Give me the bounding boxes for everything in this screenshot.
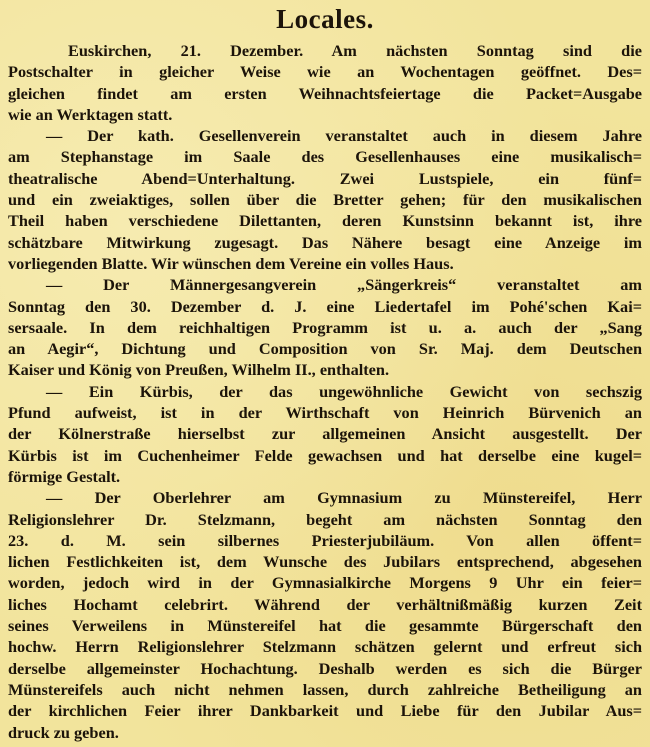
text-line: Theil haben verschiedene Dilettanten, deren Kunstsinn bekannt ist, ihre [8, 211, 642, 231]
text-line: lichen Festlichkeiten ist, dem Wunsche des Jubilars entsprechend, abgesehen [8, 552, 642, 572]
text-line: 23. d. M. sein silbernes Priesterjubiläum. Von allen öffent= [8, 530, 642, 550]
text-line: Kaiser und König von Preußen, Wilhelm II., enthalten. [8, 360, 390, 380]
text-line: druck zu geben. [8, 722, 119, 742]
section-heading: Locales. [276, 4, 374, 34]
text-line: wie an Werktagen statt. [8, 104, 173, 124]
text-line: gleichen findet am ersten Weihnachtsfeiertage die Packet=Ausgabe [8, 83, 642, 103]
text-line: sersaale. In dem reichhaltigen Programm ist u. a. auch der „Sang [8, 317, 642, 337]
text-line: seines Verweilens in Münstereifel hat die gesammte Bürgerschaft den [8, 616, 642, 636]
text-line: förmige Gestalt. [8, 466, 121, 486]
text-line: worden, jedoch wird in der Gymnasialkirche Morgens 9 Uhr ein feier= [8, 573, 642, 593]
text-line: schätzbare Mitwirkung zugesagt. Das Nähere besagt eine Anzeige im [8, 232, 642, 252]
text-line: — Der kath. Gesellenverein veranstaltet auch in diesem Jahre [46, 126, 642, 146]
text-line: theatralische Abend=Unterhaltung. Zwei Lustspiele, ein fünf= [8, 168, 642, 188]
text-line: der kirchlichen Feier ihrer Dankbarkeit und Liebe für den Jubilar Aus= [8, 701, 642, 721]
text-line: und ein zweiaktiges, sollen über die Bretter gehen; für den musikalischen [8, 190, 642, 210]
text-line: am Stephanstage im Saale des Gesellenhauses eine musikalisch= [8, 147, 642, 167]
text-line: Münstereifels auch nicht nehmen lassen, durch zahlreiche Betheiligung an [8, 679, 642, 699]
text-line: Religionslehrer Dr. Stelzmann, begeht am nächsten Sonntag den [8, 509, 642, 529]
text-line: der Kölnerstraße hierselbst zur allgemeinen Ansicht ausgestellt. Der [8, 424, 642, 444]
text-line: vorliegenden Blatte. Wir wünschen dem Vereine ein volles Haus. [8, 253, 454, 273]
text-line: Euskirchen, 21. Dezember. Am nächsten Sonntag sind die [68, 41, 642, 60]
text-line: Pfund aufweist, ist in der Wirthschaft von Heinrich Bürvenich an [8, 403, 642, 423]
text-line: Kürbis ist im Cuchenheimer Felde gewachsen und hat derselbe eine kugel= [8, 445, 642, 465]
text-line: — Der Oberlehrer am Gymnasium zu Münstereifel, Herr [46, 488, 642, 508]
text-line: derselbe allgemeinster Hochachtung. Deshalb werden es sich die Bürger [8, 658, 642, 678]
text-line: Postschalter in gleicher Weise wie an Wochentagen geöffnet. Des= [8, 62, 642, 82]
text-line: — Der Männergesangverein „Sängerkreis“ veranstaltet am [46, 275, 642, 295]
text-line: an Aegir“, Dichtung und Composition von Sr. Maj. dem Deutschen [8, 339, 642, 359]
text-line: liches Hochamt celebrirt. Während der verhältnißmäßig kurzen Zeit [8, 594, 642, 614]
text-line: Sonntag den 30. Dezember d. J. eine Liedertafel im Pohé'schen Kai= [8, 296, 642, 316]
text-line: — Ein Kürbis, der das ungewöhnliche Gewicht von sechszig [46, 381, 642, 401]
article-body [8, 40, 642, 743]
text-line: hochw. Herrn Religionslehrer Stelzmann schätzen gelernt und erfreut sich [8, 637, 642, 657]
